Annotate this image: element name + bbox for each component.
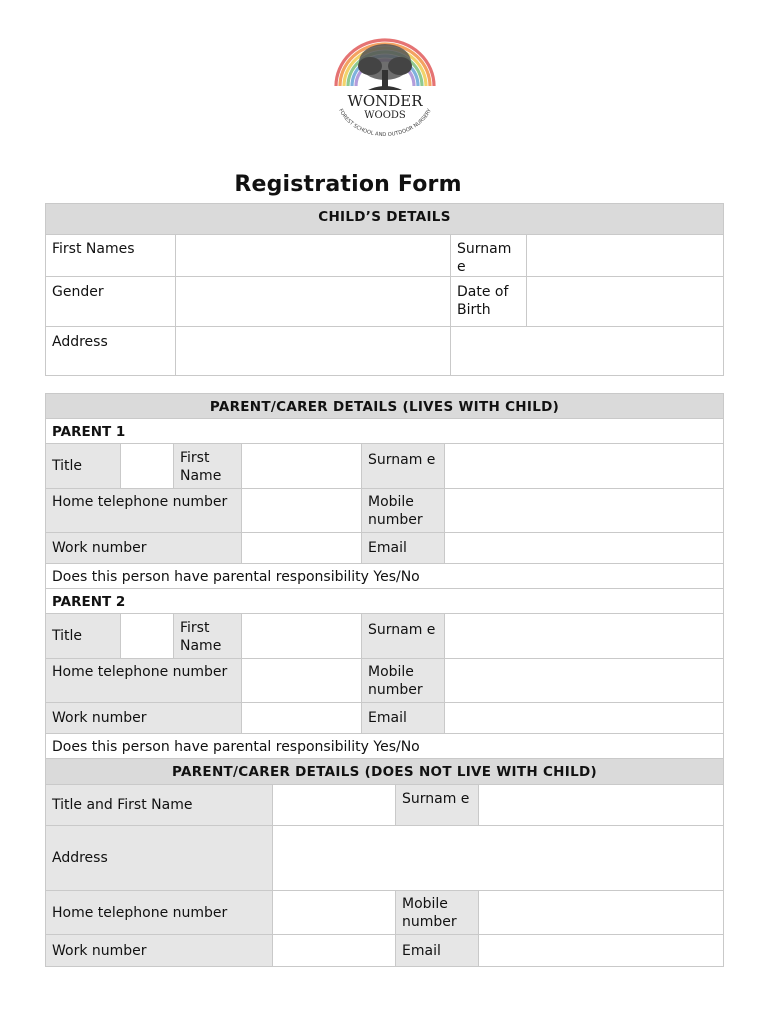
parents-not-live-header: PARENT/CARER DETAILS (DOES NOT LIVE WITH CHILD): [45, 759, 724, 785]
np-label-title-first-name: Title and First Name: [45, 785, 273, 826]
np-label-email: Email: [396, 935, 479, 967]
wonder-woods-logo: [328, 34, 442, 142]
child-details-header: CHILD’S DETAILS: [45, 203, 724, 235]
p1-label-first-name: First Name: [174, 444, 242, 489]
child-surname-field[interactable]: [527, 235, 724, 277]
logo-text-wonder: WONDER: [347, 92, 423, 110]
p1-parental-responsibility[interactable]: Does this person have parental responsibility Yes/No: [45, 564, 724, 589]
p2-label-surname: Surnam e: [362, 614, 445, 659]
p1-label-email: Email: [362, 533, 445, 564]
np-email-field[interactable]: [479, 935, 724, 967]
p1-first-name-field[interactable]: [242, 444, 362, 489]
p1-title-field[interactable]: [121, 444, 174, 489]
logo-text-woods: WOODS: [364, 110, 406, 121]
parent-1-heading: PARENT 1: [45, 419, 724, 444]
parent-details-table: [45, 393, 724, 967]
p1-label-mobile: Mobile number: [362, 489, 445, 533]
np-label-work: Work number: [45, 935, 273, 967]
p2-parental-responsibility[interactable]: Does this person have parental responsibility Yes/No: [45, 734, 724, 759]
p2-surname-field[interactable]: [445, 614, 724, 659]
p1-home-tel-field[interactable]: [242, 489, 362, 533]
p2-title-field[interactable]: [121, 614, 174, 659]
first-names-field[interactable]: [176, 235, 451, 277]
gender-field[interactable]: [176, 277, 451, 327]
date-of-birth-field[interactable]: [527, 277, 724, 327]
child-details-table: [45, 203, 724, 376]
np-address-field[interactable]: [273, 826, 724, 891]
parents-live-header: PARENT/CARER DETAILS (LIVES WITH CHILD): [45, 393, 724, 419]
p1-label-work: Work number: [45, 533, 242, 564]
np-surname-field[interactable]: [479, 785, 724, 826]
np-home-tel-field[interactable]: [273, 891, 396, 935]
p1-email-field[interactable]: [445, 533, 724, 564]
p1-label-title: Title: [45, 444, 121, 489]
label-first-names: First Names: [45, 235, 176, 277]
p2-label-mobile: Mobile number: [362, 659, 445, 703]
np-work-field[interactable]: [273, 935, 396, 967]
p2-home-tel-field[interactable]: [242, 659, 362, 703]
np-label-address: Address: [45, 826, 273, 891]
p2-first-name-field[interactable]: [242, 614, 362, 659]
np-label-home-tel: Home telephone number: [45, 891, 273, 935]
p2-label-first-name: First Name: [174, 614, 242, 659]
p2-label-work: Work number: [45, 703, 242, 734]
p2-email-field[interactable]: [445, 703, 724, 734]
label-gender: Gender: [45, 277, 176, 327]
p2-label-title: Title: [45, 614, 121, 659]
p1-label-surname: Surnam e: [362, 444, 445, 489]
p2-label-home-tel: Home telephone number: [45, 659, 242, 703]
p2-mobile-field[interactable]: [445, 659, 724, 703]
p2-label-email: Email: [362, 703, 445, 734]
label-address: Address: [45, 327, 176, 376]
address-field-2[interactable]: [451, 327, 724, 376]
p2-work-field[interactable]: [242, 703, 362, 734]
p1-mobile-field[interactable]: [445, 489, 724, 533]
label-surname: Surnam e: [451, 235, 527, 277]
logo-tagline: FOREST SCHOOL AND OUTDOOR NURSERY: [337, 107, 433, 139]
p1-work-field[interactable]: [242, 533, 362, 564]
page-title: Registration Form: [234, 172, 462, 197]
np-label-surname: Surnam e: [396, 785, 479, 826]
p1-label-home-tel: Home telephone number: [45, 489, 242, 533]
parent-2-heading: PARENT 2: [45, 589, 724, 614]
label-date-of-birth: Date of Birth: [451, 277, 527, 327]
logo-graphic: [328, 34, 442, 142]
address-field-1[interactable]: [176, 327, 451, 376]
np-title-first-name-field[interactable]: [273, 785, 396, 826]
np-mobile-field[interactable]: [479, 891, 724, 935]
p1-surname-field[interactable]: [445, 444, 724, 489]
np-label-mobile: Mobile number: [396, 891, 479, 935]
